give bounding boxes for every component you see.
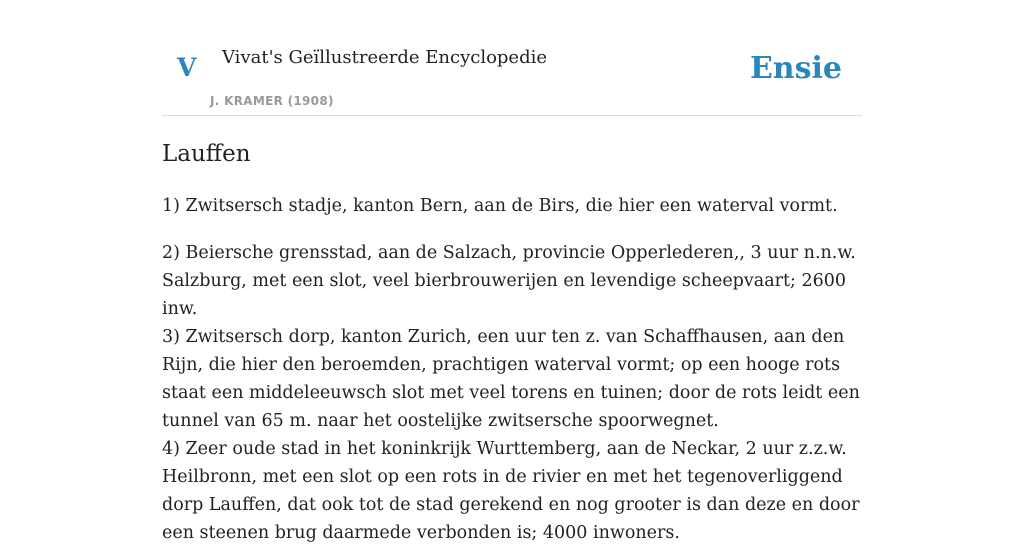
entry-paragraph-3: 3) Zwitsersch dorp, kanton Zurich, een uur ten z. van Schaffhausen, aan den Rijn, die hier den beroemden, prachtigen waterval vormt; op een hooge rots staat een middeleeuwsch slot met veel torens en tuinen; door de rots leidt een tunnel van 65 m. naar het oostelijke zwitsersche spoorwegnet. — [162, 327, 860, 431]
source-logo[interactable]: V — [177, 53, 197, 82]
entry-headword: Lauffen — [162, 141, 251, 167]
source-author: J. KRAMER (1908) — [210, 94, 334, 108]
source-header — [162, 0, 862, 116]
entry-paragraph-2: 2) Beiersche grensstad, aan de Salzach, provincie Opperlederen,, 3 uur n.n.w. Salzburg, met een slot, veel bierbrouwerijen en levendige scheepvaart; 2600 inw. — [162, 243, 856, 319]
entry-paragraph-4: 4) Zeer oude stad in het koninkrijk Wurttemberg, aan de Neckar, 2 uur z.z.w. Heilbronn, met een slot op een rots in de rivier en met het tegenoverliggend dorp Lauffen, dat ook tot de stad gerekend en nog grooter is dan deze en door een steenen brug daarmede verbonden is; 4000 inwoners. — [162, 439, 860, 543]
page — [162, 0, 862, 543]
entry-paragraph-1: 1) Zwitsersch stadje, kanton Bern, aan de Birs, die hier een waterval vormt. — [162, 196, 838, 216]
entry-body — [162, 192, 862, 547]
ensie-brand-logo[interactable]: Ensie — [749, 51, 842, 86]
source-title-link[interactable]: Vivat's Geïllustreerde Encyclopedie — [222, 47, 548, 68]
